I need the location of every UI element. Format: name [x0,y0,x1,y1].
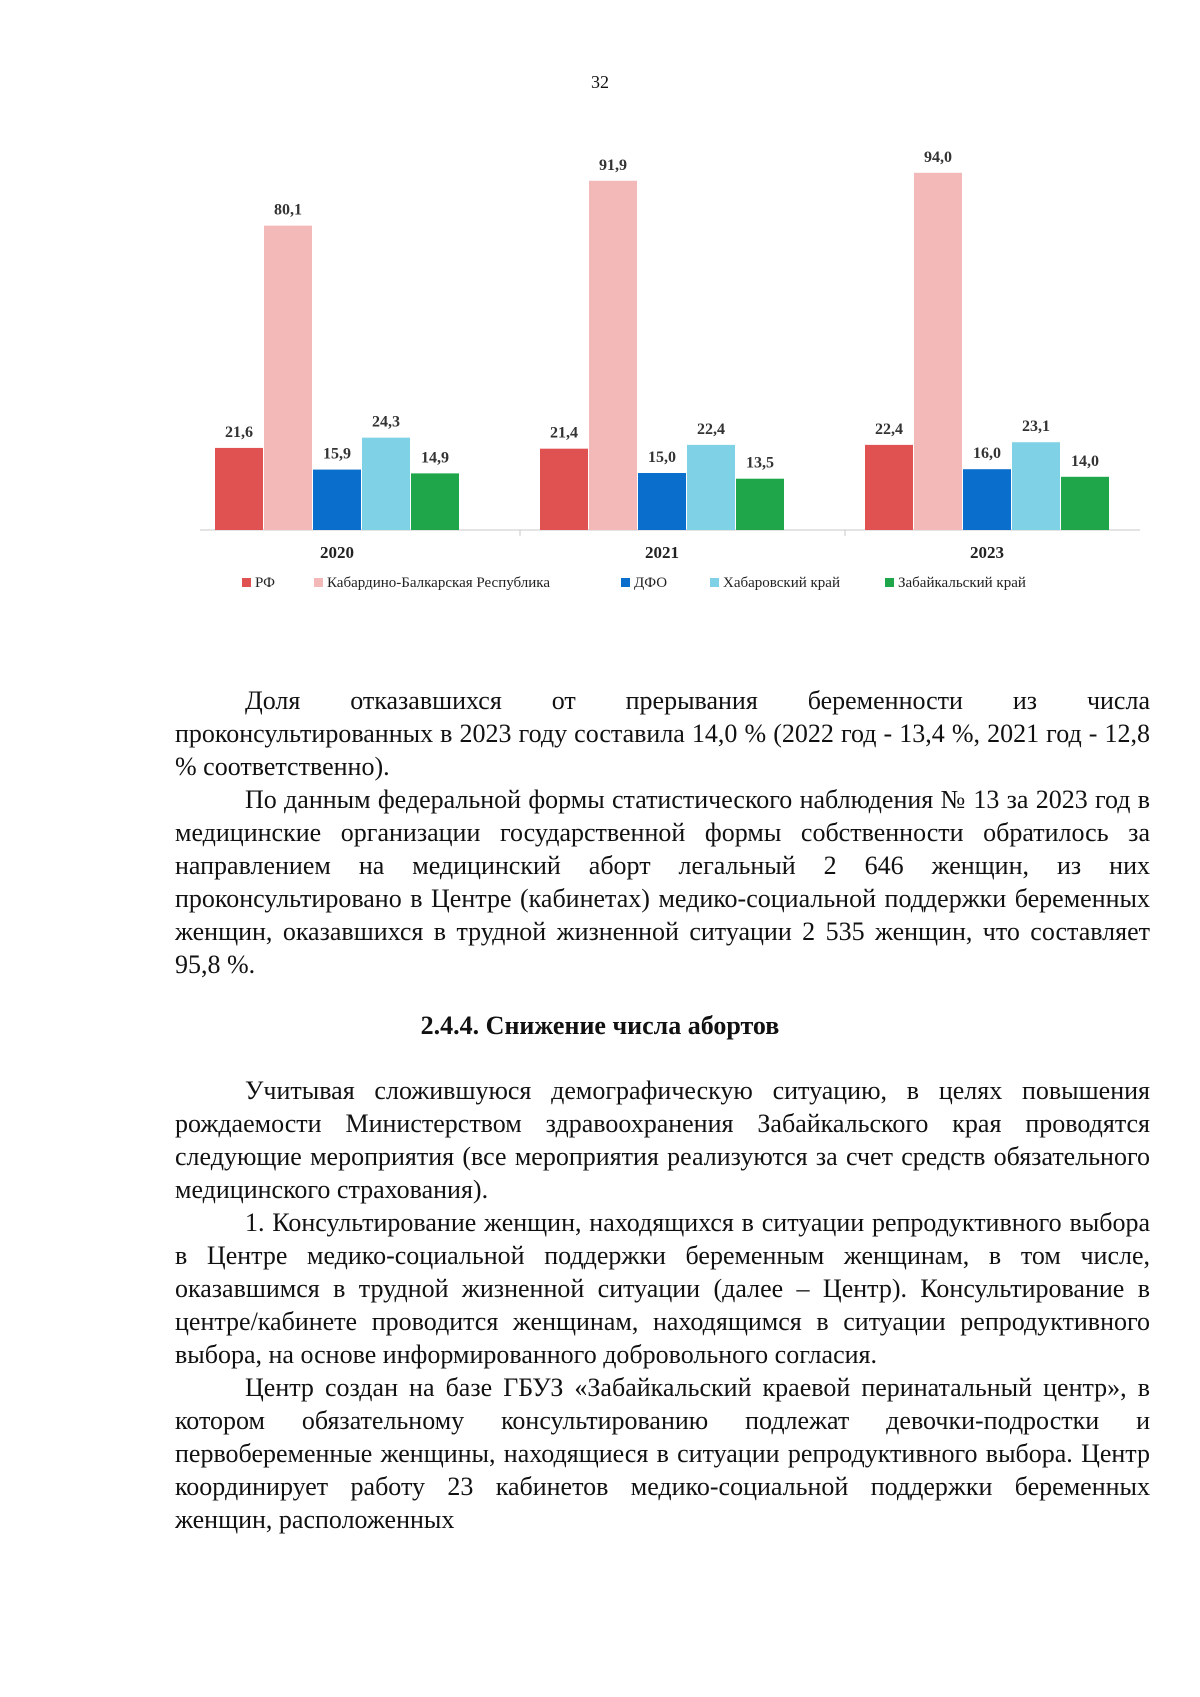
bar [215,448,263,530]
bar [687,445,735,530]
data-label: 15,9 [323,445,351,463]
bar [313,470,361,530]
x-tick-label: 2021 [645,543,679,562]
legend-swatch [710,578,719,587]
paragraph: Учитывая сложившуюся демографическую ситуацию, в целях повышения рождаемости Министерством здравоохранения Забайкальского края проводятся следующие мероприятия (все мероприятия реализуются за счет средств обязательного медицинского страхования). [175,1076,1150,1204]
x-tick-label: 2020 [320,543,354,562]
bar [411,473,459,530]
text-block-1 [175,684,1150,981]
legend-swatch [621,578,630,587]
data-label: 16,0 [973,445,1001,463]
data-label: 15,0 [648,449,676,466]
legend-swatch [314,578,323,587]
data-label: 14,0 [1071,452,1099,470]
legend-label: ДФО [634,575,668,591]
legend-swatch [885,578,894,587]
bar [736,479,784,530]
data-label: 21,4 [550,424,578,442]
legend-label: Кабардино-Балкарская Республика [327,575,551,591]
data-label: 80,1 [274,201,302,219]
bar [1012,442,1060,530]
legend-label: Хабаровский край [723,575,840,591]
data-label: 22,4 [875,420,903,438]
bar [638,473,686,530]
x-tick-label: 2023 [970,543,1004,562]
data-label: 21,6 [225,423,253,441]
data-label: 23,1 [1022,418,1050,436]
section-heading: 2.4.4. Снижение числа абортов [420,1011,780,1040]
data-label: 94,0 [924,148,952,166]
legend-swatch [242,578,251,587]
paragraph: 1. Консультирование женщин, находящихся в ситуации репродуктивного выбора в Центре медико-социальной поддержки беременным женщинам, в том числе, оказавшимся в трудной жизненной ситуации (далее – Центр). Консультирование в центре/кабинете проводится женщинам, находящимся в ситуации репродуктивного выбора, на основе информированного добровольного согласия. [175,1208,1150,1369]
bar [1061,477,1109,530]
page-number: 32 [591,72,609,92]
bar [362,438,410,530]
bar [589,181,637,530]
data-label: 24,3 [372,413,400,431]
data-label: 13,5 [746,454,774,472]
bar [963,469,1011,530]
data-label: 91,9 [599,156,627,174]
bar [914,173,962,530]
legend-label: Забайкальский край [898,575,1026,591]
text-block-2 [175,1074,1150,1536]
paragraph: По данным федеральной формы статистического наблюдения № 13 за 2023 год в медицинские организации государственной формы собственности обратилось за направлением на медицинский аборт легальный 2 646 женщин, из них проконсультировано в Центре (кабинетах) медико-социальной поддержки беременных женщин, оказавшихся в трудной жизненной ситуации 2 535 женщин, что составляет 95,8 %. [175,785,1150,979]
data-label: 22,4 [697,420,725,438]
bar [540,449,588,530]
paragraph: Доля отказавшихся от прерывания беременности из числа проконсультированных в 2023 году составила 14,0 % (2022 год - 13,4 %, 2021 год - 12,8 % соответственно). [175,686,1150,781]
legend-label: РФ [255,575,275,591]
paragraph: Центр создан на базе ГБУЗ «Забайкальский краевой перинатальный центр», в котором обязательному консультированию подлежат девочки-подростки и первобеременные женщины, находящиеся в ситуации репродуктивного выбора. Центр координирует работу 23 кабинетов медико-социальной поддержки беременных женщин, расположенных [175,1373,1150,1534]
bar [264,226,312,530]
data-label: 14,9 [421,449,449,467]
bar-chart [200,120,1140,610]
bar [865,445,913,530]
